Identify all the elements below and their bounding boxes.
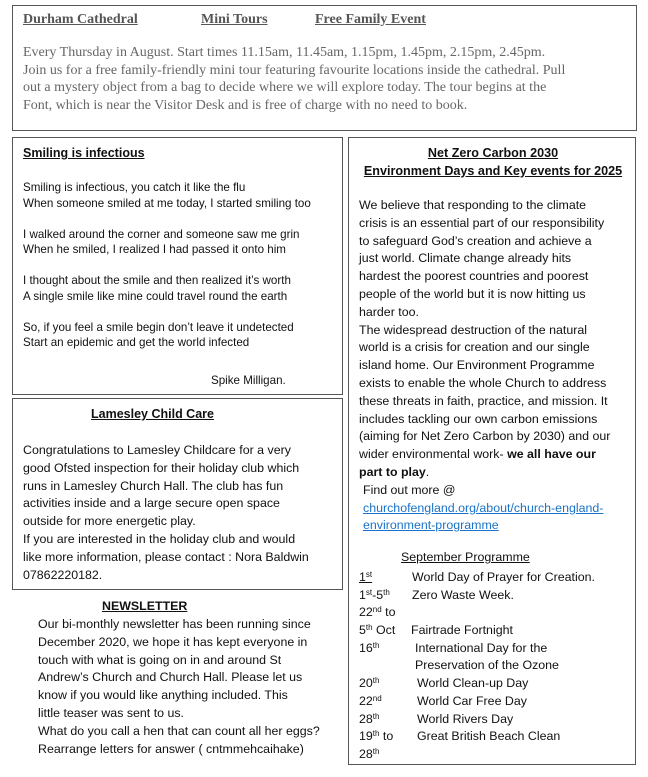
programme-event: World Day of Prayer for Creation.: [412, 570, 595, 584]
text-line: world is a crisis for creation and our single: [359, 340, 590, 355]
poem-line: I thought about the smile and then realized it’s worth: [23, 274, 291, 287]
programme-title: September Programme: [401, 550, 530, 564]
programme-row: [359, 746, 633, 764]
programme-date: 19th to: [359, 729, 394, 744]
net-zero-panel: [348, 137, 636, 765]
text-line: island home. Our Environment Programme: [359, 358, 595, 373]
childcare-panel: [12, 398, 343, 590]
programme-event: Great British Beach Clean: [417, 729, 561, 744]
programme-row: [359, 640, 633, 658]
banner-line: out a mystery object from a bag to decide where we will explore today. The tour begins at the: [23, 80, 547, 95]
programme-date: 28th: [359, 746, 380, 761]
text-line: outside for more energetic play.: [23, 514, 196, 529]
programme-event: World Rivers Day: [417, 711, 514, 726]
text-line: touch with what is going on in and around St: [38, 652, 282, 667]
stanza: [23, 320, 341, 351]
poem-line: When someone smiled at me today, I started smiling too: [23, 196, 311, 210]
bold-phrase: part to play: [359, 464, 426, 479]
programme-date: 22nd: [359, 693, 382, 708]
programme-date: 20th: [359, 676, 380, 691]
poem-line: I walked around the corner and someone saw me grin: [23, 227, 300, 241]
text-line: little teaser was sent to us.: [38, 705, 185, 720]
environment-days-title: Environment Days and Key events for 2025: [363, 164, 623, 178]
childcare-title: Lamesley Child Care: [91, 407, 214, 421]
text-line: like more information, please contact : Nora Baldwin: [23, 549, 309, 564]
stanza: [23, 273, 341, 304]
text-line: Congratulations to Lamesley Childcare for a very: [23, 443, 291, 457]
programme-row: [359, 657, 633, 675]
text-line: December 2020, we hope it has kept everyone in: [38, 634, 308, 649]
text-line: know if you would like anything included. This: [38, 688, 288, 703]
poem-line: So, if you feel a smile begin don’t leave it undetected: [23, 320, 294, 334]
poem-author: Spike Milligan.: [211, 374, 286, 387]
text-line: What do you call a hen that can count all her eggs?: [38, 723, 320, 738]
programme-event: World Car Free Day: [417, 693, 527, 708]
banner-text: [23, 44, 628, 114]
text-line: (aiming for Net Zero Carbon by 2030) and our: [359, 429, 611, 444]
text-line: Rearrange letters for answer ( cntmmehcaihake): [38, 741, 304, 756]
poem-body: [23, 180, 341, 366]
childcare-body: [23, 442, 341, 584]
stanza: [23, 180, 341, 211]
programme-row: [359, 622, 633, 640]
programme-row: [359, 604, 633, 622]
newsletter-body: [38, 616, 340, 758]
poem-title: Smiling is infectious: [23, 146, 145, 160]
programme-row: [359, 675, 633, 693]
poem-line: Smiling is infectious, you catch it like the flu: [23, 181, 246, 194]
programme-date: 1st: [359, 570, 373, 584]
text-line: to safeguard God’s creation and achieve a: [359, 233, 592, 248]
stanza: [23, 227, 341, 258]
text-line: people of the world but it is now hitting us: [359, 286, 586, 301]
text-line: these threats in faith, practice, and mission. It: [359, 393, 608, 408]
find-out-more: Find out more @: [363, 482, 456, 497]
programme-date: 5th Oct: [359, 623, 396, 638]
heading-free-family-event: Free Family Event: [315, 12, 426, 27]
text-line: [359, 464, 633, 482]
programme-date: 16th: [359, 640, 380, 655]
text-segment: .: [425, 464, 430, 479]
programme-row: [359, 587, 633, 605]
programme-date: 1st-5th: [359, 587, 390, 602]
programme-row: [359, 728, 633, 746]
net-zero-body: [359, 197, 633, 535]
text-line: activities inside and a large secure open space: [23, 496, 280, 511]
text-line: runs in Lamesley Church Hall. The club has fun: [23, 478, 284, 493]
poem-line: Start an epidemic and get the world infected: [23, 336, 250, 349]
programme-row: [359, 711, 633, 729]
text-line: If you are interested in the holiday club and would: [23, 531, 296, 546]
newsletter-title: NEWSLETTER: [102, 599, 188, 613]
environment-link[interactable]: environment-programme: [363, 518, 499, 533]
environment-link[interactable]: churchofengland.org/about/church-england-: [363, 500, 604, 515]
text-line: Andrew’s Church and Church Hall. Please let us: [38, 670, 303, 685]
heading-durham-cathedral: Durham Cathedral: [23, 12, 138, 27]
cathedral-tours-panel: [12, 5, 637, 131]
poem-line: A single smile like mine could travel round the earth: [23, 289, 288, 303]
text-segment: wider environmental work-: [359, 447, 508, 462]
text-line: exists to enable the whole Church to address: [359, 375, 607, 390]
programme-date: 22nd to: [359, 605, 396, 620]
poem-panel: [12, 137, 343, 395]
programme-event: International Day for the: [415, 640, 548, 655]
text-line: We believe that responding to the climate: [359, 198, 587, 212]
programme-list: [359, 569, 633, 764]
banner-line: Join us for a free family-friendly mini tour featuring favourite locations inside the cathedral. Pull: [23, 62, 566, 78]
programme-date: 28th: [359, 711, 380, 726]
text-line: Our bi-monthly newsletter has been running since: [38, 617, 311, 631]
programme-event: Preservation of the Ozone: [415, 658, 559, 673]
text-line: good Ofsted inspection for their holiday club which: [23, 460, 300, 475]
programme-event: World Clean-up Day: [417, 676, 529, 691]
banner-line: Every Thursday in August. Start times 11.15am, 11.45am, 1.15pm, 1.45pm, 2.15pm, 2.45pm.: [23, 45, 546, 60]
programme-event: Zero Waste Week.: [412, 587, 514, 602]
heading-mini-tours: Mini Tours: [201, 12, 268, 27]
text-line: 07862220182.: [23, 567, 103, 582]
text-line: hardest the poorest countries and poorest: [359, 269, 589, 284]
programme-row: [359, 693, 633, 711]
bold-phrase: we all have our: [507, 447, 596, 462]
text-line: just world. Climate change already hits: [359, 251, 572, 266]
text-line: [359, 446, 633, 464]
text-line: crisis is an essential part of our responsibility: [359, 215, 605, 230]
programme-row: [359, 569, 633, 587]
text-line: The widespread destruction of the natural: [359, 322, 587, 337]
programme-event: Fairtrade Fortnight: [411, 623, 513, 638]
text-line: includes tackling our own carbon emissions: [359, 411, 598, 426]
poem-line: When he smiled, I realized I had passed it onto him: [23, 243, 286, 256]
banner-line: Font, which is near the Visitor Desk and is free of charge with no need to book.: [23, 97, 468, 113]
net-zero-title: Net Zero Carbon 2030: [427, 146, 559, 160]
text-line: harder too.: [359, 304, 419, 319]
